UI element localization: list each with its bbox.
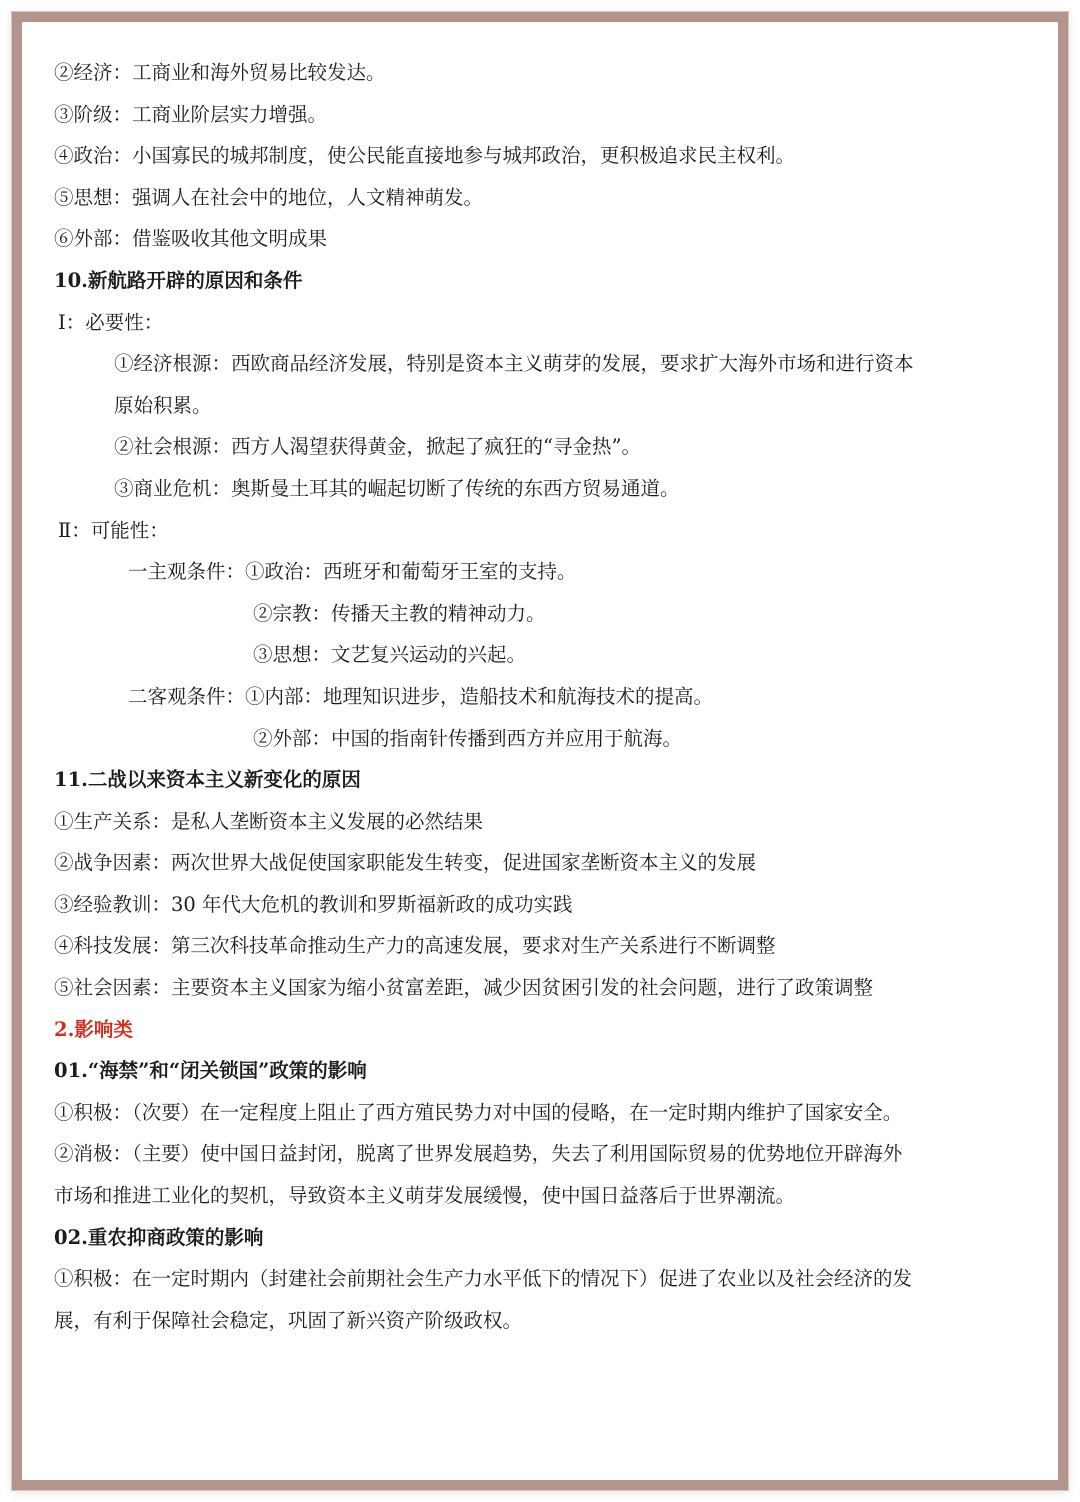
text-line: 二客观条件：①内部：地理知识进步，造船技术和航海技术的提高。: [128, 684, 714, 708]
text-line: ②宗教：传播天主教的精神动力。: [253, 601, 546, 625]
text-line: ②外部：中国的指南针传播到西方并应用于航海。: [253, 726, 683, 750]
text-line: ①积极：（次要）在一定程度上阻止了西方殖民势力对中国的侵略，在一定时期内维护了国家安全。: [54, 1100, 903, 1124]
document-body: [54, 52, 1024, 1341]
section-heading: 11.二战以来资本主义新变化的原因: [54, 768, 361, 792]
text-line: ②经济：工商业和海外贸易比较发达。: [54, 61, 386, 84]
subsection-label: Ⅱ：可能性：: [58, 518, 169, 542]
text-line: ④政治：小国寡民的城邦制度，使公民能直接地参与城邦政治，更积极追求民主权利。: [54, 144, 796, 168]
text-line: ②战争因素：两次世界大战促使国家职能发生转变，促进国家垄断资本主义的发展: [54, 851, 757, 875]
text-line: ②社会根源：西方人渴望获得黄金，掀起了疯狂的“寻金热”。: [114, 435, 641, 459]
text-line: ①经济根源：西欧商品经济发展，特别是资本主义萌芽的发展，要求扩大海外市场和进行资本: [114, 352, 914, 376]
subsection-label: Ⅰ：必要性：: [58, 310, 164, 334]
category-heading: 2.影响类: [54, 1017, 133, 1041]
section-heading: 02.重农抑商政策的影响: [54, 1225, 264, 1249]
text-line: ⑤社会因素：主要资本主义国家为缩小贫富差距，减少因贫困引发的社会问题，进行了政策调整: [54, 976, 874, 1000]
text-line: 市场和推进工业化的契机，导致资本主义萌芽发展缓慢，使中国日益落后于世界潮流。: [54, 1184, 796, 1208]
text-line: ③思想：文艺复兴运动的兴起。: [253, 643, 527, 667]
text-line: ①积极：在一定时期内（封建社会前期社会生产力水平低下的情况下）促进了农业以及社会经济的发: [54, 1267, 913, 1291]
text-line: 原始积累。: [114, 393, 212, 417]
text-line: 展，有利于保障社会稳定，巩固了新兴资产阶级政权。: [54, 1308, 523, 1332]
text-line: ④科技发展：第三次科技革命推动生产力的高速发展，要求对生产关系进行不断调整: [54, 934, 776, 958]
text-line: ①生产关系：是私人垄断资本主义发展的必然结果: [54, 809, 484, 833]
section-heading: 01.“海禁”和“闭关锁国”政策的影响: [54, 1059, 367, 1083]
text-line: ③阶级：工商业阶层实力增强。: [54, 102, 328, 126]
section-heading: 10.新航路开辟的原因和条件: [54, 268, 303, 292]
text-line: ⑥外部：借鉴吸收其他文明成果: [54, 227, 328, 251]
text-line: ②消极：（主要）使中国日益封闭，脱离了世界发展趋势，失去了利用国际贸易的优势地位开辟海外: [54, 1142, 903, 1166]
text-line: ③经验教训：30 年代大危机的教训和罗斯福新政的成功实践: [54, 892, 573, 916]
text-line: ③商业危机：奥斯曼土耳其的崛起切断了传统的东西方贸易通道。: [114, 476, 680, 500]
text-line: ⑤思想：强调人在社会中的地位，人文精神萌发。: [54, 185, 484, 209]
text-line: 一主观条件：①政治：西班牙和葡萄牙王室的支持。: [128, 560, 577, 584]
